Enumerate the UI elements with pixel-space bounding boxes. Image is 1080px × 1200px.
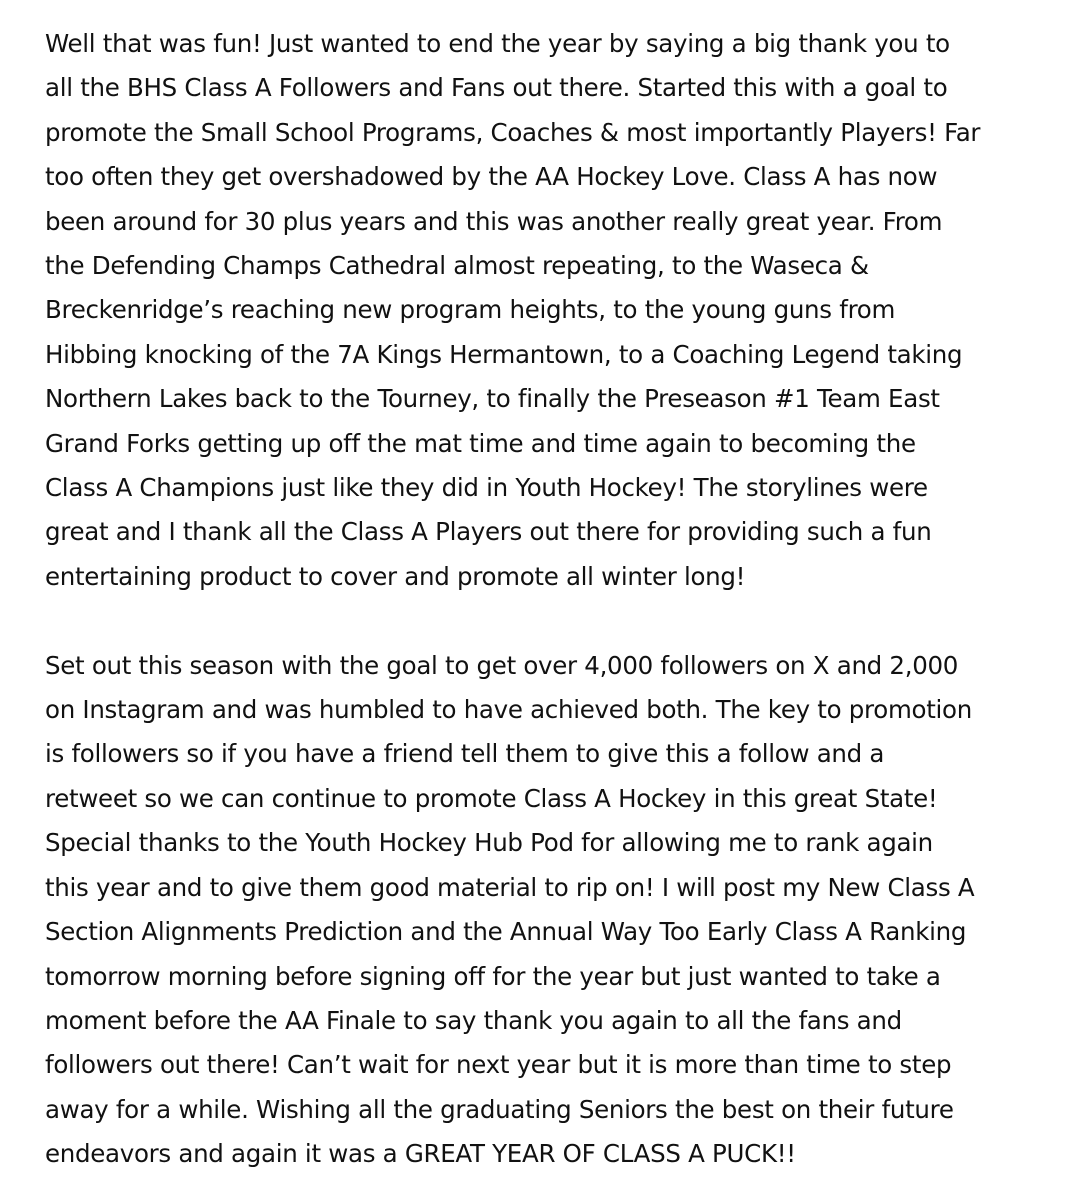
text-line: away for a while. Wishing all the graduating Seniors the best on their future bbox=[45, 1094, 954, 1124]
text-line: Grand Forks getting up off the mat time and time again to becoming the bbox=[45, 428, 916, 458]
text-line: all the BHS Class A Followers and Fans out there. Started this with a goal to bbox=[45, 73, 948, 103]
text-line: endeavors and again it was a GREAT YEAR OF CLASS A PUCK!! bbox=[45, 1139, 796, 1169]
text-line: this year and to give them good material to rip on! I will post my New Class A bbox=[45, 872, 975, 902]
text-line: Special thanks to the Youth Hockey Hub Pod for allowing me to rank again bbox=[45, 828, 933, 858]
text-line: Breckenridge’s reaching new program heights, to the young guns from bbox=[45, 295, 896, 325]
text-line: moment before the AA Finale to say thank you again to all the fans and bbox=[45, 1005, 902, 1035]
text-line: promote the Small School Programs, Coaches & most importantly Players! Far bbox=[45, 117, 981, 147]
text-line: Set out this season with the goal to get over 4,000 followers on X and 2,000 bbox=[45, 650, 959, 680]
paragraph-followers bbox=[45, 644, 1060, 1177]
text-line: on Instagram and was humbled to have achieved both. The key to promotion bbox=[45, 695, 972, 725]
text-line: the Defending Champs Cathedral almost repeating, to the Waseca & bbox=[45, 251, 869, 281]
text-line: Class A Champions just like they did in Youth Hockey! The storylines were bbox=[45, 473, 928, 503]
text-line: is followers so if you have a friend tell them to give this a follow and a bbox=[45, 739, 885, 769]
paragraph-spacer bbox=[45, 599, 1060, 643]
text-line: Northern Lakes back to the Tourney, to finally the Preseason #1 Team East bbox=[45, 384, 940, 414]
text-line: followers out there! Can’t wait for next year but it is more than time to step bbox=[45, 1050, 952, 1080]
text-line: entertaining product to cover and promote all winter long! bbox=[45, 561, 746, 591]
text-line: tomorrow morning before signing off for the year but just wanted to take a bbox=[45, 961, 941, 991]
text-line: Hibbing knocking of the 7A Kings Hermantown, to a Coaching Legend taking bbox=[45, 339, 963, 369]
text-line: great and I thank all the Class A Players out there for providing such a fun bbox=[45, 517, 932, 547]
text-line: retweet so we can continue to promote Class A Hockey in this great State! bbox=[45, 783, 938, 813]
text-line: Section Alignments Prediction and the Annual Way Too Early Class A Ranking bbox=[45, 917, 967, 947]
paragraph-thank-you bbox=[45, 22, 1060, 599]
text-line: been around for 30 plus years and this was another really great year. From bbox=[45, 206, 943, 236]
text-line: Well that was fun! Just wanted to end the year by saying a big thank you to bbox=[45, 29, 950, 58]
text-line: too often they get overshadowed by the AA Hockey Love. Class A has now bbox=[45, 162, 938, 192]
